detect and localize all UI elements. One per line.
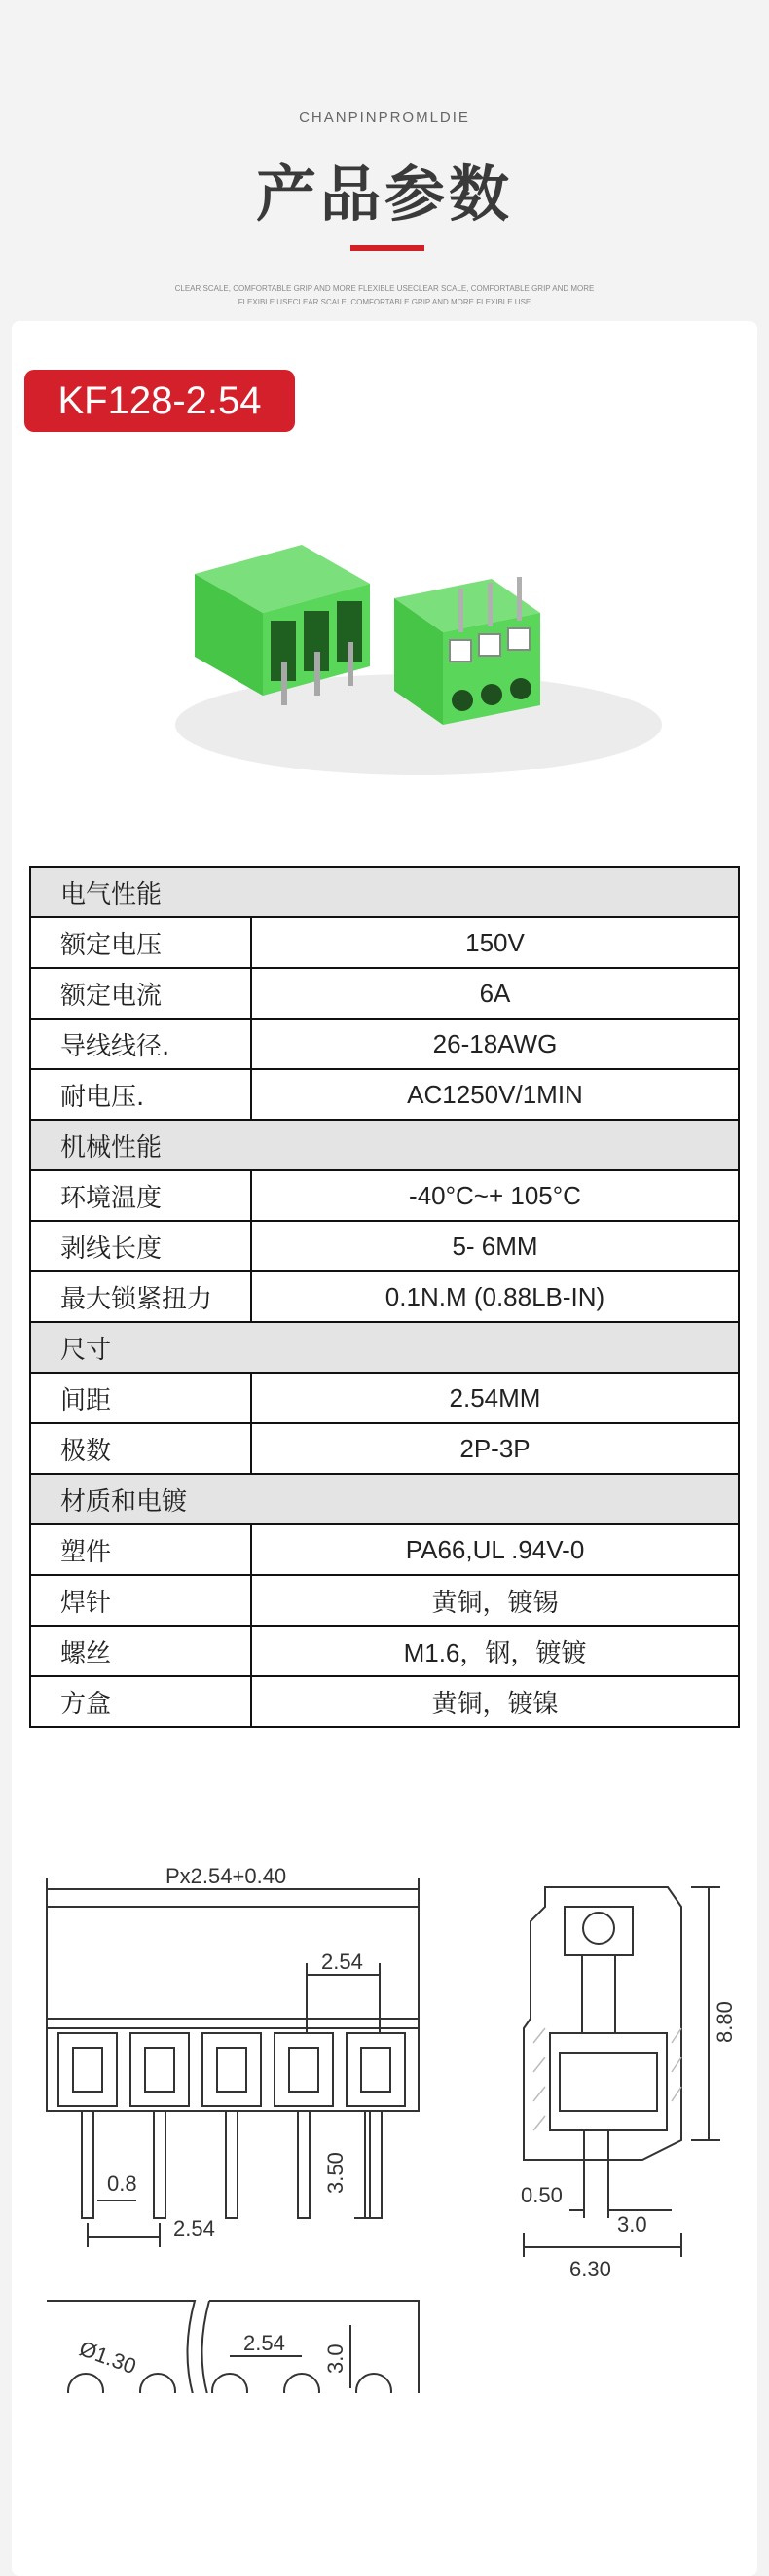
dim-height: 8.80	[713, 2001, 737, 2043]
spec-row	[30, 1626, 739, 1676]
spec-row	[30, 1575, 739, 1626]
spec-value: 5- 6MM	[251, 1221, 739, 1271]
spec-row	[30, 1019, 739, 1069]
dim-pin-length: 3.50	[323, 2152, 348, 2194]
dim-hole-diameter: Ø1.30	[76, 2336, 140, 2379]
spec-value: 26-18AWG	[251, 1019, 739, 1069]
spec-value: M1.6，钢，镀镀	[251, 1626, 739, 1676]
dim-hole-pitch: 2.54	[243, 2331, 285, 2355]
product-photo	[127, 516, 672, 827]
spec-table	[29, 866, 740, 1728]
spec-value: 黄铜，镀锡	[251, 1575, 739, 1626]
spec-label: 塑件	[30, 1524, 251, 1575]
spec-value: 6A	[251, 968, 739, 1019]
desc-line-2: FLEXIBLE USECLEAR SCALE, COMFORTABLE GRIP AND MORE FLEXIBLE USE	[238, 298, 531, 306]
spec-value: 黄铜，镀镍	[251, 1676, 739, 1727]
spec-label: 方盒	[30, 1676, 251, 1727]
spec-value: 2.54MM	[251, 1373, 739, 1423]
dim-depth: 6.30	[569, 2257, 611, 2281]
spec-value: 0.1N.M (0.88LB-IN)	[251, 1271, 739, 1322]
section-header: 机械性能	[30, 1120, 739, 1170]
dim-side-pin-offset: 3.0	[617, 2212, 647, 2236]
dimension-drawing	[0, 1848, 769, 2393]
spec-row	[30, 968, 739, 1019]
title-underline	[350, 245, 424, 251]
spec-row	[30, 1271, 739, 1322]
spec-row	[30, 1676, 739, 1727]
spec-row	[30, 1373, 739, 1423]
section-row	[30, 867, 739, 917]
spec-value: 2P-3P	[251, 1423, 739, 1474]
spec-value: AC1250V/1MIN	[251, 1069, 739, 1120]
section-row	[30, 1322, 739, 1373]
header-description	[165, 282, 604, 309]
section-header: 尺寸	[30, 1322, 739, 1373]
spec-row	[30, 1069, 739, 1120]
english-title: CHANPINPROMLDIE	[299, 109, 470, 125]
dim-pin-width: 0.8	[107, 2171, 137, 2196]
spec-label: 额定电流	[30, 968, 251, 1019]
spec-label: 导线线径.	[30, 1019, 251, 1069]
spec-label: 环境温度	[30, 1170, 251, 1221]
section-header: 材质和电镀	[30, 1474, 739, 1524]
section-row	[30, 1474, 739, 1524]
spec-label: 额定电压	[30, 917, 251, 968]
desc-line-1: CLEAR SCALE, COMFORTABLE GRIP AND MORE FLEXIBLE USECLEAR SCALE, COMFORTABLE GRIP AND MORE	[174, 284, 595, 293]
dim-hole-row-offset: 3.0	[323, 2343, 348, 2374]
spec-row	[30, 1524, 739, 1575]
spec-label: 极数	[30, 1423, 251, 1474]
section-row	[30, 1120, 739, 1170]
section-header: 电气性能	[30, 867, 739, 917]
spec-value: -40°C~+ 105°C	[251, 1170, 739, 1221]
spec-value: PA66,UL .94V-0	[251, 1524, 739, 1575]
spec-row	[30, 1423, 739, 1474]
model-badge: KF128-2.54	[24, 370, 295, 432]
spec-label: 螺丝	[30, 1626, 251, 1676]
dim-pin-pitch: 2.54	[173, 2216, 215, 2240]
page-header	[0, 0, 769, 321]
spec-row	[30, 1170, 739, 1221]
spec-label: 焊针	[30, 1575, 251, 1626]
dim-side-pin-width: 0.50	[521, 2183, 563, 2207]
terminal-block-right	[394, 577, 540, 725]
dim-total-width: Px2.54+0.40	[165, 1864, 287, 1888]
spec-label: 最大锁紧扭力	[30, 1271, 251, 1322]
spec-label: 耐电压.	[30, 1069, 251, 1120]
spec-label: 剥线长度	[30, 1221, 251, 1271]
spec-row	[30, 917, 739, 968]
dim-pitch: 2.54	[321, 1950, 363, 1974]
spec-row	[30, 1221, 739, 1271]
page-title: 产品参数	[255, 159, 513, 230]
spec-label: 间距	[30, 1373, 251, 1423]
spec-value: 150V	[251, 917, 739, 968]
